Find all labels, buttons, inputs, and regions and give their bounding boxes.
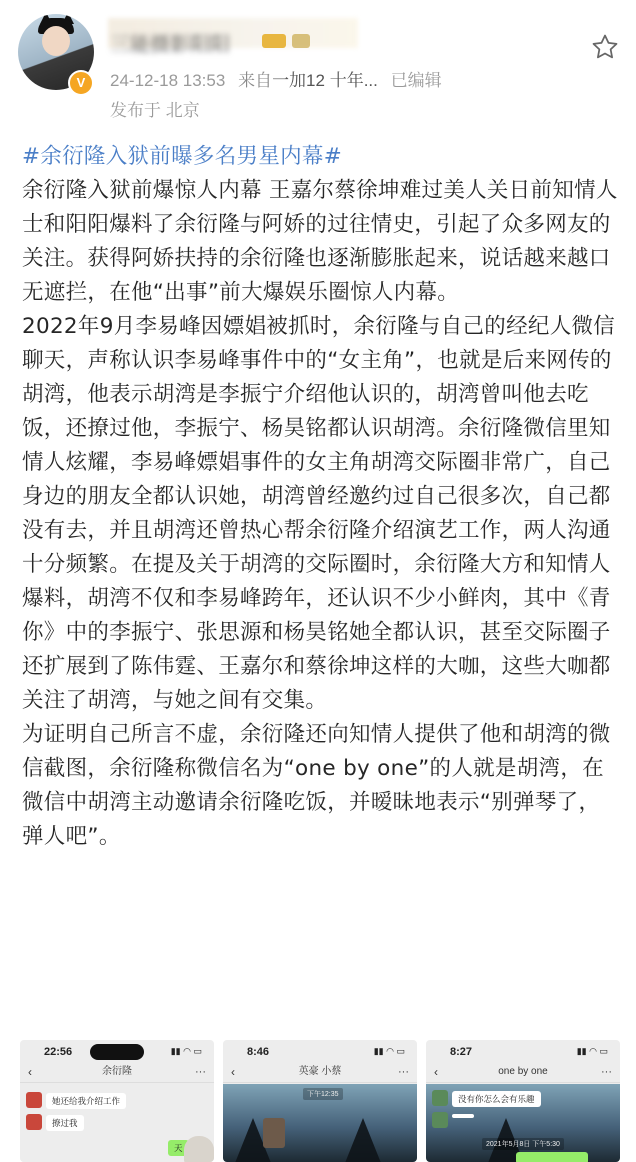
thumbnail-image-3[interactable]: [426, 1040, 620, 1162]
chat-timestamp: 2021年5月8日 下午5:30: [482, 1138, 564, 1150]
post-source: [238, 71, 378, 90]
topic-hashtag[interactable]: #余衍隆入狱前曝多名男星内幕#: [22, 144, 343, 169]
chat-title: 英豪 小蔡: [298, 1066, 342, 1077]
chat-bubble: 撩过我: [46, 1115, 84, 1131]
username[interactable]: 三能摄影阳阳: [110, 34, 230, 56]
shared-image: [263, 1118, 285, 1148]
signal-battery-icon: ▮▮ ◠ ▭: [170, 1046, 202, 1056]
verified-badge-icon: V: [68, 70, 94, 96]
status-time: 8:46: [247, 1046, 270, 1058]
thumbnail-image-2[interactable]: [223, 1040, 417, 1162]
chat-bubble: 没有你怎么会有乐趣: [452, 1091, 541, 1107]
signal-battery-icon: ▮▮ ◠ ▭: [373, 1046, 405, 1056]
chat-title: one by one: [498, 1066, 548, 1077]
paragraph-3: 为证明自己所言不虚，余衍隆还向知情人提供了他和胡湾的微信截图，余衍隆称微信名为“one by one”的人就是胡湾，在微信中胡湾主动邀请余衍隆吃饭，并暧昧地表示“别弹琴了，弹人吧”。: [22, 722, 611, 849]
post-body: [22, 140, 622, 854]
paragraph-1: 余衍隆入狱前爆惊人内幕 王嘉尔蔡徐坤难过美人关日前知情人士和阳阳爆料了余衍隆与阿娇的过往情史，引起了众多网友的关注。获得阿娇扶持的余衍隆也逐渐膨胀起来，说话越来越口无遮拦，在他“出事”前大爆娱乐圈惊人内幕。: [22, 178, 618, 305]
post-header: [0, 0, 636, 130]
chat-title-bar: [20, 1062, 214, 1083]
source-device[interactable]: 一加12 十年...: [272, 71, 378, 90]
dynamic-island: [90, 1044, 144, 1060]
chat-bubble-self: [516, 1152, 588, 1162]
status-time: 22:56: [44, 1046, 73, 1058]
back-arrow-icon: ‹: [231, 1065, 235, 1079]
avatar-face: [42, 26, 70, 56]
chat-avatar: [432, 1090, 448, 1106]
phone-status-bar: [20, 1040, 214, 1062]
back-arrow-icon: ‹: [28, 1065, 32, 1079]
post-datetime: 24-12-18 13:53: [110, 71, 226, 90]
paragraph-2: 2022年9月李易峰因嫖娼被抓时，余衍隆与自己的经纪人微信聊天，声称认识李易峰事件中的“女主角”，也就是后来网传的胡湾，他表示胡湾是李振宁介绍他认识的，胡湾曾叫他去吃饭，还撩过他，李振宁、杨昊铭都认识胡湾。余衍隆微信里知情人炫耀，李易峰嫖娼事件的女主角胡湾交际圈非常广，自己身边的朋友全都认识她，胡湾曾经邀约过自己很多次，自己都没有去，并且胡湾还曾热心帮余衍隆介绍演艺工作，两人沟通十分频繁。在提及关于胡湾的交际圈时，余衍隆大方和知情人爆料，胡湾不仅和李易峰跨年，还认识不少小鲜肉，其中《青你》中的李振宁、张思源和杨昊铭她全都认识，甚至交际圈子还扩展到了陈伟霆、王嘉尔和蔡徐坤这样的大咖，这些大咖都关注了胡湾，与她之间有交集。: [22, 314, 616, 713]
edited-label[interactable]: 已编辑: [390, 71, 442, 90]
chat-bubble-self: 天: [168, 1140, 189, 1156]
chat-title-bar: [223, 1062, 417, 1083]
post-location: 发布于 北京: [110, 101, 200, 120]
chat-timestamp: 下午12:35: [303, 1088, 343, 1100]
chat-avatar: [26, 1092, 42, 1108]
more-icon: ···: [195, 1066, 206, 1078]
post-meta: [110, 66, 442, 91]
signal-battery-icon: ▮▮ ◠ ▭: [576, 1046, 608, 1056]
chat-title: 余衍隆: [102, 1066, 132, 1077]
image-grid: [20, 1040, 620, 1162]
favorite-star-icon[interactable]: [590, 32, 620, 62]
back-arrow-icon: ‹: [434, 1065, 438, 1079]
member-badge-icon: [292, 34, 310, 48]
palm-silhouette: [343, 1118, 383, 1162]
status-time: 8:27: [450, 1046, 473, 1058]
chat-bubble: 她还给我介绍工作: [46, 1093, 126, 1109]
phone-status-bar: [426, 1040, 620, 1062]
source-prefix: 来自: [238, 71, 273, 90]
thumbnail-image-1[interactable]: [20, 1040, 214, 1162]
chat-avatar: [432, 1112, 448, 1128]
phone-status-bar: [223, 1040, 417, 1062]
emoji-bubble: [452, 1114, 474, 1118]
chat-title-bar: [426, 1062, 620, 1083]
chat-avatar: [26, 1114, 42, 1130]
level-badge-icon: [262, 34, 286, 48]
cat-sticker-image: [184, 1136, 214, 1162]
more-icon: ···: [398, 1066, 409, 1078]
more-icon: ···: [601, 1066, 612, 1078]
